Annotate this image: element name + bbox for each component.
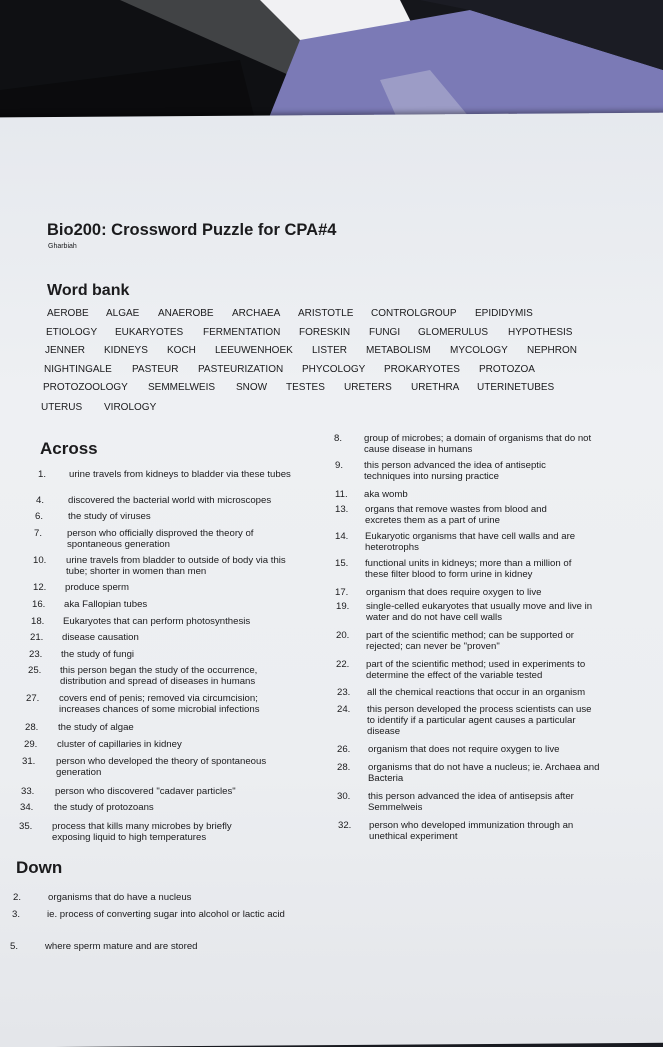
clue-number: 26. — [337, 744, 351, 755]
clue-number: 24. — [337, 704, 351, 715]
clue-number: 29. — [24, 739, 38, 750]
word-bank-word: MYCOLOGY — [450, 345, 508, 356]
clue-text: organism that does require oxygen to live — [366, 587, 542, 598]
word-bank-word: ETIOLOGY — [46, 327, 98, 338]
word-bank-word: AEROBE — [47, 308, 89, 319]
word-bank-word: FUNGI — [369, 327, 401, 338]
clue-number: 11. — [335, 489, 348, 500]
clue-text: the study of algae — [58, 722, 134, 733]
clue-number: 16. — [32, 599, 46, 610]
clue-text: produce sperm — [65, 582, 129, 593]
clue-text: the study of fungi — [61, 649, 135, 660]
clue-text: person who developed immunization through an unethical experiment — [369, 820, 574, 842]
clue-text: Eukaryotic organisms that have cell walls and are heterotrophs — [365, 531, 576, 553]
word-bank-word: PROTOZOOLOGY — [43, 382, 128, 393]
clue-text: person who discovered "cadaver particles" — [55, 786, 236, 797]
word-bank-word: SEMMELWEIS — [148, 382, 216, 393]
word-bank-word: NEPHRON — [527, 345, 578, 356]
word-bank-word: URETERS — [344, 382, 392, 393]
clue-number: 2. — [13, 892, 22, 903]
clue-text: urine travels from bladder to outside of body via this tube; shorter in women than men — [66, 555, 286, 577]
clue-text: organisms that do not have a nucleus; ie. Archaea and Bacteria — [368, 762, 600, 784]
clue-number: 6. — [35, 511, 44, 522]
word-bank-word: SNOW — [236, 382, 268, 393]
clue-number: 28. — [337, 762, 351, 773]
word-bank-word: ARISTOTLE — [298, 308, 354, 319]
clue-number: 23. — [29, 649, 43, 660]
word-bank-word: FERMENTATION — [203, 327, 281, 338]
word-bank-word: VIROLOGY — [104, 402, 157, 413]
word-bank-word: PASTEUR — [132, 364, 179, 375]
clue-text: functional units in kidneys; more than a million of these filter blood to form urine in kidney — [365, 558, 572, 580]
clue-number: 9. — [335, 460, 344, 471]
clue-number: 33. — [21, 786, 35, 797]
word-bank-word: TESTES — [286, 382, 325, 393]
page-title: Bio200: Crossword Puzzle for CPA#4 — [47, 221, 337, 239]
clue-number: 27. — [26, 693, 40, 704]
word-bank-word: PROTOZOA — [479, 364, 535, 375]
word-bank-word: UTERUS — [41, 402, 83, 413]
clue-text: this person advanced the idea of antiseptic techniques into nursing practice — [364, 460, 546, 482]
word-bank-word: LISTER — [312, 345, 348, 356]
clue-number: 21. — [30, 632, 44, 643]
clue-text: where sperm mature and are stored — [45, 941, 198, 952]
clue-number: 12. — [33, 582, 47, 593]
clue-number: 19. — [336, 601, 350, 612]
word-bank-word: PASTEURIZATION — [198, 364, 284, 375]
clue-text: this person developed the process scientists can use to identify if a particular agent causes a particular disease — [367, 704, 592, 737]
word-bank-word: ARCHAEA — [232, 308, 281, 319]
word-bank-word: PROKARYOTES — [384, 364, 460, 375]
clue-text: discovered the bacterial world with microscopes — [68, 495, 272, 506]
clue-text: the study of viruses — [68, 511, 151, 522]
word-bank-word: ALGAE — [106, 308, 140, 319]
clue-text: group of microbes; a domain of organisms that do not cause disease in humans — [364, 433, 592, 455]
word-bank-word: FORESKIN — [299, 327, 351, 338]
word-bank-word: EUKARYOTES — [115, 327, 184, 338]
word-bank-word: URETHRA — [411, 382, 460, 393]
clue-text: organs that remove wastes from blood and excretes them as a part of urine — [365, 504, 547, 526]
word-bank-word: JENNER — [45, 345, 86, 356]
clue-number: 13. — [335, 504, 349, 515]
clue-number: 4. — [36, 495, 45, 506]
clue-number: 31. — [22, 756, 36, 767]
clue-number: 8. — [334, 433, 343, 444]
clue-text: urine travels from kidneys to bladder via these tubes — [69, 469, 291, 480]
clue-text: aka womb — [364, 489, 408, 500]
word-bank-word: CONTROLGROUP — [371, 308, 457, 319]
word-bank-word: EPIDIDYMIS — [475, 308, 533, 319]
clue-text: process that kills many microbes by briefly exposing liquid to high temperatures — [52, 821, 232, 843]
word-bank-word: HYPOTHESIS — [508, 327, 573, 338]
word-bank-word: LEEUWENHOEK — [215, 345, 293, 356]
clue-text: all the chemical reactions that occur in an organism — [367, 687, 586, 698]
clue-text: organisms that do have a nucleus — [48, 892, 192, 903]
clue-text: this person began the study of the occurrence, distribution and spread of diseases in humans — [60, 665, 258, 687]
clue-number: 3. — [12, 909, 21, 920]
clue-number: 30. — [337, 791, 351, 802]
clue-number: 35. — [19, 821, 33, 832]
author-name: Gharbiah — [48, 243, 77, 250]
clue-text: part of the scientific method; can be supported or rejected; can never be "proven" — [366, 630, 574, 652]
clue-number: 10. — [33, 555, 47, 566]
clue-text: organism that does not require oxygen to live — [368, 744, 560, 755]
word-bank-word: KIDNEYS — [104, 345, 148, 356]
clue-text: Eukaryotes that can perform photosynthesis — [63, 616, 251, 627]
clue-number: 18. — [31, 616, 45, 627]
clue-number: 28. — [25, 722, 39, 733]
word-bank-word: KOCH — [167, 345, 196, 356]
clue-number: 34. — [20, 802, 34, 813]
clue-text: the study of protozoans — [54, 802, 154, 813]
clue-text: person who developed the theory of spontaneous generation — [56, 756, 267, 778]
clue-number: 32. — [338, 820, 352, 831]
clue-text: covers end of penis; removed via circumcision; increases chances of some microbial infections — [59, 693, 260, 715]
clue-number: 22. — [336, 659, 350, 670]
clue-number: 5. — [10, 941, 19, 952]
clue-number: 7. — [34, 528, 43, 539]
word-bank-word: UTERINETUBES — [477, 382, 555, 393]
clue-number: 15. — [335, 558, 349, 569]
word-bank-word: PHYCOLOGY — [302, 364, 366, 375]
clue-text: single-celled eukaryotes that usually move and live in water and do not have cell walls — [366, 601, 593, 623]
word-bank-word: GLOMERULUS — [418, 327, 489, 338]
clue-text: person who officially disproved the theory of spontaneous generation — [67, 528, 254, 550]
clue-number: 23. — [337, 687, 351, 698]
clue-number: 20. — [336, 630, 350, 641]
word-bank-word: METABOLISM — [366, 345, 431, 356]
word-bank-word: ANAEROBE — [158, 308, 214, 319]
clue-number: 1. — [38, 469, 47, 480]
down-heading: Down — [16, 858, 63, 877]
clue-number: 25. — [28, 665, 42, 676]
clue-text: disease causation — [62, 632, 139, 643]
clue-text: cluster of capillaries in kidney — [57, 739, 182, 750]
word-bank-heading: Word bank — [47, 282, 130, 299]
clue-text: ie. process of converting sugar into alcohol or lactic acid — [47, 909, 285, 920]
clue-text: aka Fallopian tubes — [64, 599, 148, 610]
clue-number: 17. — [335, 587, 349, 598]
word-bank-word: NIGHTINGALE — [44, 364, 112, 375]
clue-number: 14. — [335, 531, 349, 542]
clue-text: part of the scientific method; used in experiments to determine the effect of the variable tested — [366, 659, 586, 681]
clue-text: this person advanced the idea of antisepsis after Semmelweis — [368, 791, 574, 813]
across-heading: Across — [40, 439, 98, 458]
